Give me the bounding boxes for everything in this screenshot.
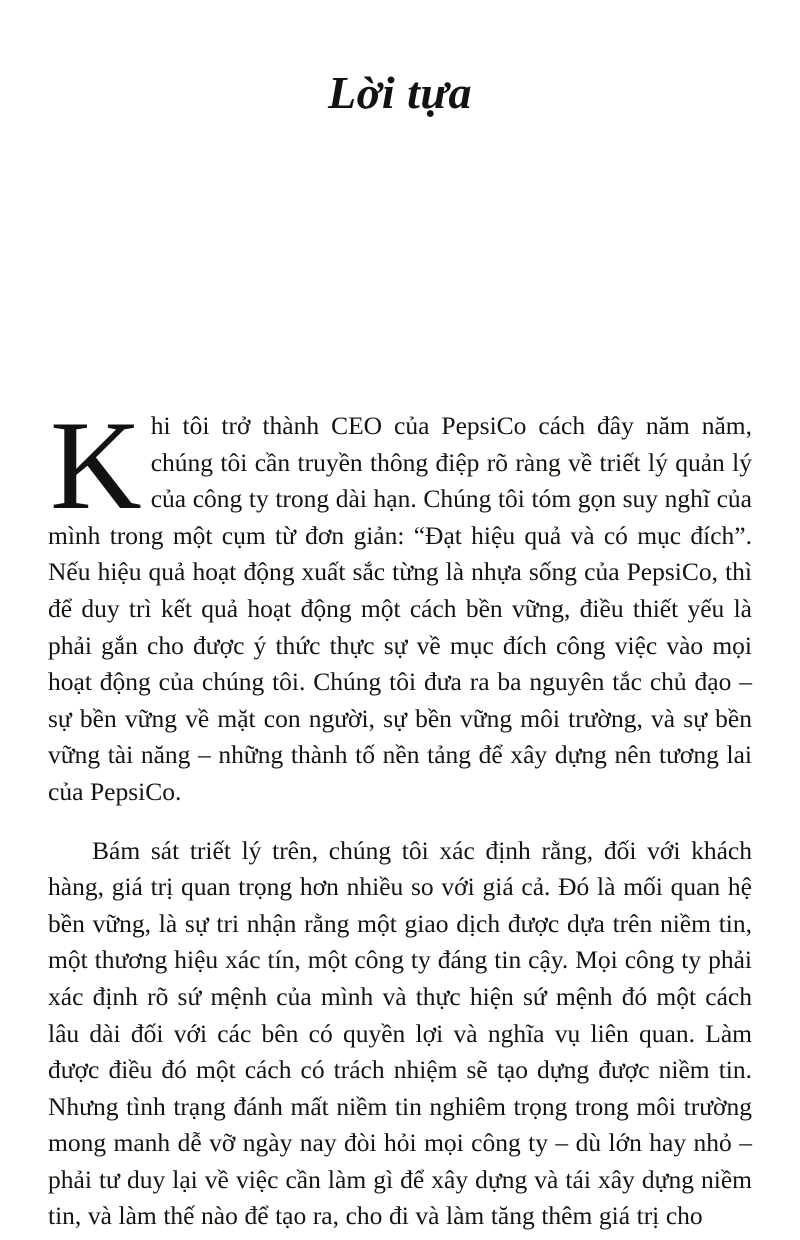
body-text-block <box>48 396 752 1235</box>
paragraph-2 <box>48 833 752 1236</box>
drop-cap-letter: K <box>50 396 142 536</box>
paragraph-1-text: hi tôi trở thành CEO của PepsiCo cách đây năm năm, chúng tôi cần truyền thông điệp rõ ràng về triết lý quản lý của công ty trong dài hạn. Chúng tôi tóm gọn suy nghĩ của mình trong một cụm từ đơn giản: “Đạt hiệu quả và có mục đích”. Nếu hiệu quả hoạt động xuất sắc từng là nhựa sống của PepsiCo, thì để duy trì kết quả hoạt động một cách bền vững, điều thiết yếu là phải gắn cho được ý thức thực sự về mục đích công việc vào mọi hoạt động của chúng tôi. Chúng tôi đưa ra ba nguyên tắc chủ đạo – sự bền vững về mặt con người, sự bền vững môi trường, và sự bền vững tài năng – những thành tố nền tảng để xây dựng nên tương lai của PepsiCo. <box>48 411 752 806</box>
paragraph-2-text: Bám sát triết lý trên, chúng tôi xác định rằng, đối với khách hàng, giá trị quan trọng hơn nhiều so với giá cả. Đó là mối quan hệ bền vững, là sự tri nhận rằng một giao dịch được dựa trên niềm tin, một thương hiệu xác tín, một công ty đáng tin cậy. Mọi công ty phải xác định rõ sứ mệnh của mình và thực hiện sứ mệnh đó một cách lâu dài đối với các bên có quyền lợi và nghĩa vụ liên quan. Làm được điều đó một cách có trách nhiệm sẽ tạo dựng được niềm tin. Nhưng tình trạng đánh mất niềm tin nghiêm trọng trong môi trường mong manh dễ vỡ ngày nay đòi hỏi mọi công ty – dù lớn hay nhỏ – phải tư duy lại về việc cần làm gì để xây dựng và tái xây dựng niềm tin, và làm thế nào để tạo ra, cho đi và làm tăng thêm giá trị cho <box>48 835 752 1231</box>
page-title: Lời tựa <box>328 66 472 118</box>
paragraph-1 <box>48 396 752 811</box>
